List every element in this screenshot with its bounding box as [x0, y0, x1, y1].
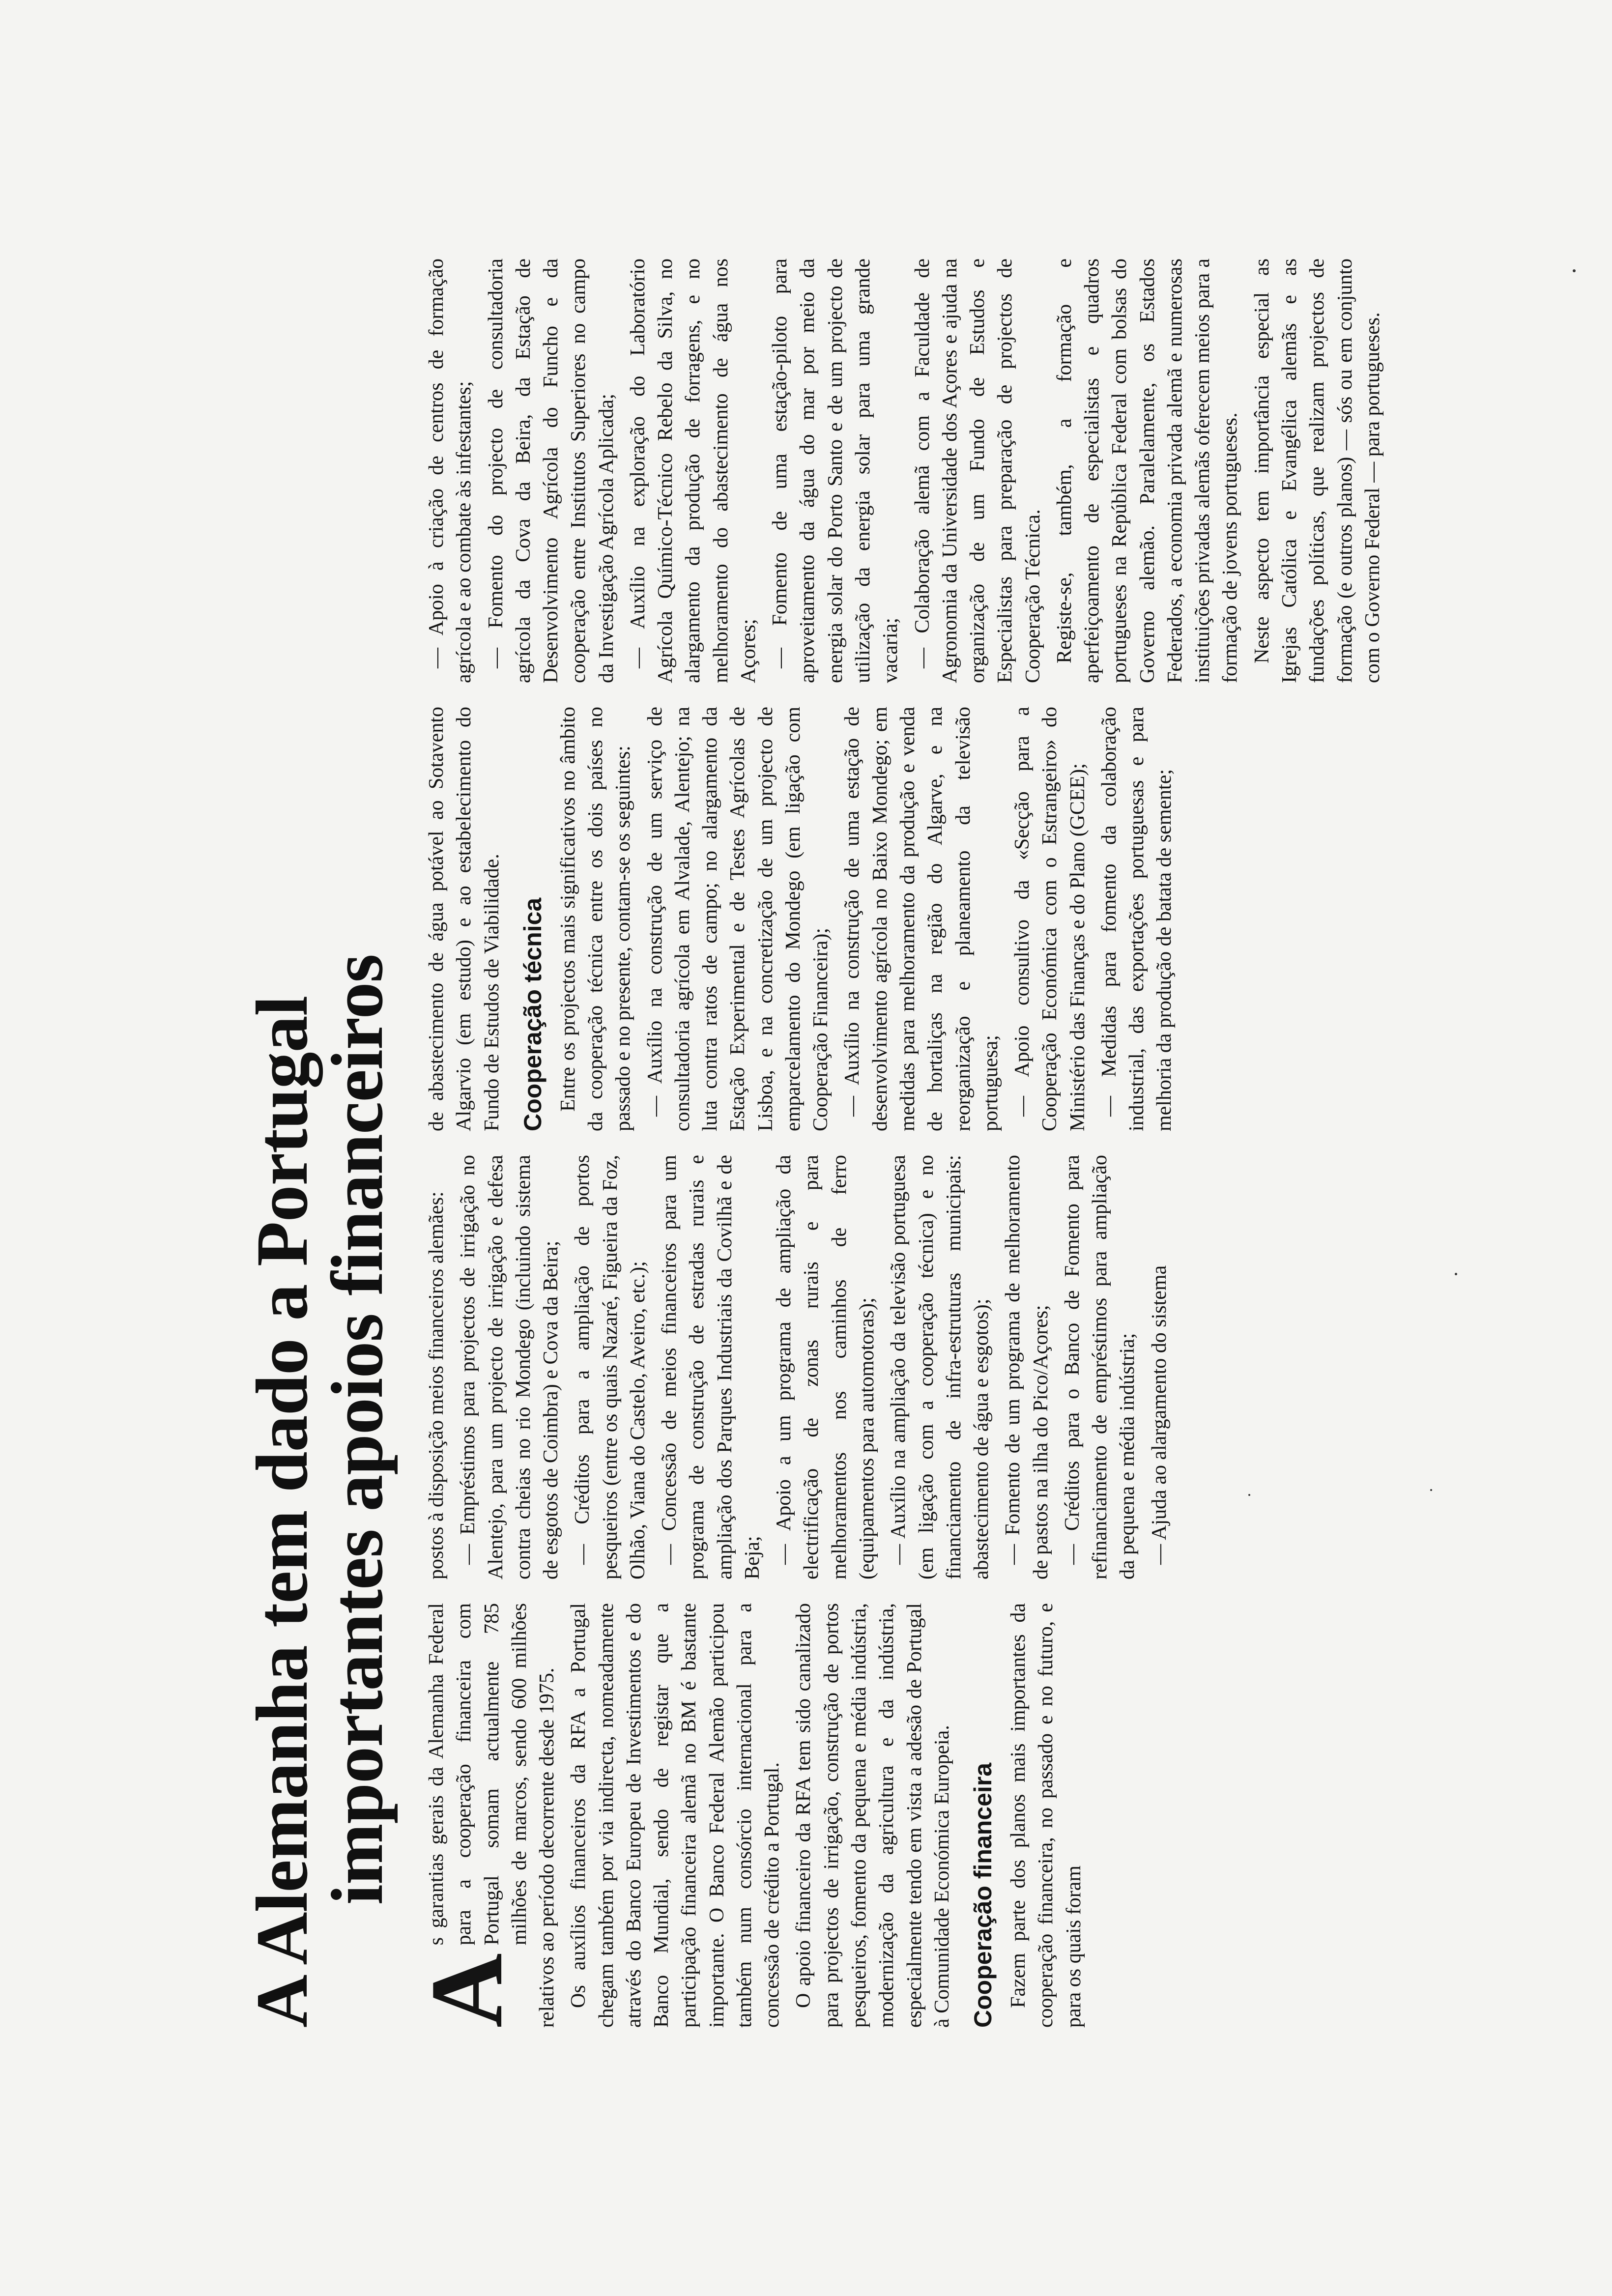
intro-paragraph — [410, 1603, 561, 2028]
list-item: — Auxílio na construção de uma estação de desenvolvimento agrícola no Baixo Mondego; em medidas para melhoramento da produção e venda de hortaliças na região do Algarve, e na reorganização e planeamento da televisão portuguesa; — [841, 707, 1002, 1131]
list-item: — Auxílio na exploração do Laboratório Agrícola Químico-Técnico Rebelo da Silva, no alargamento da produção de forragens, e no melhoramento do abastecimento de água nos Açores; — [626, 258, 760, 683]
list-item: — Fomento do projecto de consultadoria agrícola da Cova da Beira, da Estação de Desenvolvimento Agrícola do Funcho e da cooperação entre Institutos Superiores no campo da Investigação Agrícola Aplicada; — [484, 258, 618, 683]
headline-line-1: A Alemanha tem dado a Portugal — [241, 996, 323, 2028]
rotated-newspaper-article — [236, 239, 1384, 2057]
scan-speck — [1248, 1494, 1250, 1496]
paragraph: Fazem parte dos planos mais importantes da cooperação financeira, no passado e no futuro, e para os quais foram — [1007, 1603, 1085, 2028]
paragraph: Os auxílios financeiros da RFA a Portugal chegam também por via indirecta, nomeadamente através do Banco Europeu de Investimentos e do Banco Mundial, sendo de registar que a participação financeira alemã no BM é bastante importante. O Banco Federal Alemão participou também num consórcio internacional para a concessão de crédito a Portugal. — [567, 1603, 784, 2028]
list-item: — Créditos para a ampliação de portos pesqueiros (entre os quais Nazaré, Figueira da Foz, Olhão, Viana do Castelo, Aveiro, etc.); — [571, 1155, 649, 1579]
list-item: — Auxílio na construção de um serviço de consultadoria agrícola em Alvalade, Alentejo; na luta contra ratos de campo; no alargamento da Estação Experimental e de Testes Agrícolas de Lisboa, e na concretização de um projecto de emparcelamento do Mondego (em ligação com Cooperação Financeira); — [643, 707, 833, 1131]
list-item: — Fomento de um programa de melhoramento de pastos na ilha do Pico/Açores; — [1002, 1155, 1052, 1579]
section-heading-technical: Cooperação técnica — [518, 897, 547, 1131]
scan-speck — [1455, 1273, 1457, 1275]
list-item: — Apoio consultivo da «Secção para a Cooperação Económica com o Estrangeiro» do Ministério das Finanças e do Plano (GCEE); — [1011, 707, 1089, 1131]
drop-cap: A — [410, 1953, 524, 2028]
list-item: — Apoio a um programa de ampliação da electrificação de zonas rurais e para melhoramentos nos caminhos de ferro (equipamentos para automotoras); — [773, 1155, 878, 1579]
article-headline — [241, 258, 398, 2028]
article-columns — [410, 258, 1384, 2028]
scan-speck — [1430, 1489, 1432, 1491]
paragraph: postos à disposição meios financeiros alemães: — [425, 1191, 448, 1579]
column-1 — [410, 1603, 1356, 2028]
list-item: — Concessão de meios financeiros para um programa de construção de estradas rurais e ampliação dos Parques Industriais da Covilhã e de Beja; — [658, 1155, 764, 1579]
column-4 — [423, 258, 1384, 683]
column-3 — [423, 707, 1356, 1131]
section-heading-financial: Cooperação financeira — [969, 1762, 997, 2028]
paragraph: de abastecimento de água potável ao Sotavento Algarvio (em estudo) e ao estabelecimento do Fundo de Estudos de Viabilidade. — [425, 707, 503, 1131]
headline-line-2: importantes apoios financeiros — [317, 954, 398, 1905]
list-item: — Ajuda ao alargamento do sistema — [1148, 1265, 1171, 1565]
list-item: — Empréstimos para projectos de irrigação no Alentejo, para um projecto de irrigação e defesa contra cheias no rio Mondego (incluindo sistema de esgotos de Coimbra) e Cova da Beira; — [457, 1155, 563, 1579]
scan-speck — [1573, 269, 1576, 272]
list-item: — Auxílio na ampliação da televisão portuguesa (em ligação com a cooperação técnica) e no financiamento de infra-estruturas municipais: abastecimento de água e esgotos); — [887, 1155, 993, 1579]
list-item: — Apoio à criação de centros de formação agrícola e ao combate às infestantes; — [425, 258, 476, 683]
paragraph: O apoio financeiro da RFA tem sido canalizado para projectos de irrigação, construção de portos pesqueiros, fomento da pequena e média indústria, modernização da agricultura e da indústria, especialmente tendo em vista a adesão de Portugal à Comunidade Económica Europeia. — [792, 1603, 953, 2028]
column-2 — [423, 1155, 1356, 1579]
list-item: — Medidas para fomento da colaboração industrial, das exportações portuguesas e para melhoria da produção de batata de semente; — [1097, 707, 1176, 1131]
list-item: — Créditos para o Banco de Fomento para refinanciamento de empréstimos para ampliação da pequena e média indústria; — [1061, 1155, 1139, 1579]
list-item: — Colaboração alemã com a Faculdade de Agronomia da Universidade dos Açores e ajuda na organização de um Fundo de Estudos e Especialistas para preparação de projectos de Cooperação Técnica. — [911, 258, 1044, 683]
intro-text: s garantias gerais da Alemanha Federal para a cooperação financeira com Portugal somam actualmente 785 milhões de marcos, sendo 600 milhões relativos ao período decorrente desde 1975. — [425, 1603, 559, 2028]
paragraph: Entre os projectos mais significativos no âmbito da cooperação técnica entre os dois países no passado e no presente, contam-se os seguintes: — [556, 707, 635, 1131]
paragraph: Registe-se, também, a formação e aperfeiçoamento de especialistas e quadros portugueses na República Federal com bolsas do Governo alemão. Paralelamente, os Estados Federados, a economia privada alemã e numerosas instituições privadas alemãs oferecem meios para a formação de jovens portugueses. — [1053, 258, 1242, 683]
paragraph: Neste aspecto tem importância especial as Igrejas Católica e Evangélica alemãs e as fundações políticas, que realizam projectos de formação (e outros planos) — sós ou em conjunto com o Governo Federal — para portugueses. — [1250, 258, 1384, 683]
list-item: — Fomento de uma estação-piloto para aproveitamento da água do mar por meio da energia solar do Porto Santo e de um projecto de utilização da energia solar para uma grande vacaria; — [769, 258, 902, 683]
